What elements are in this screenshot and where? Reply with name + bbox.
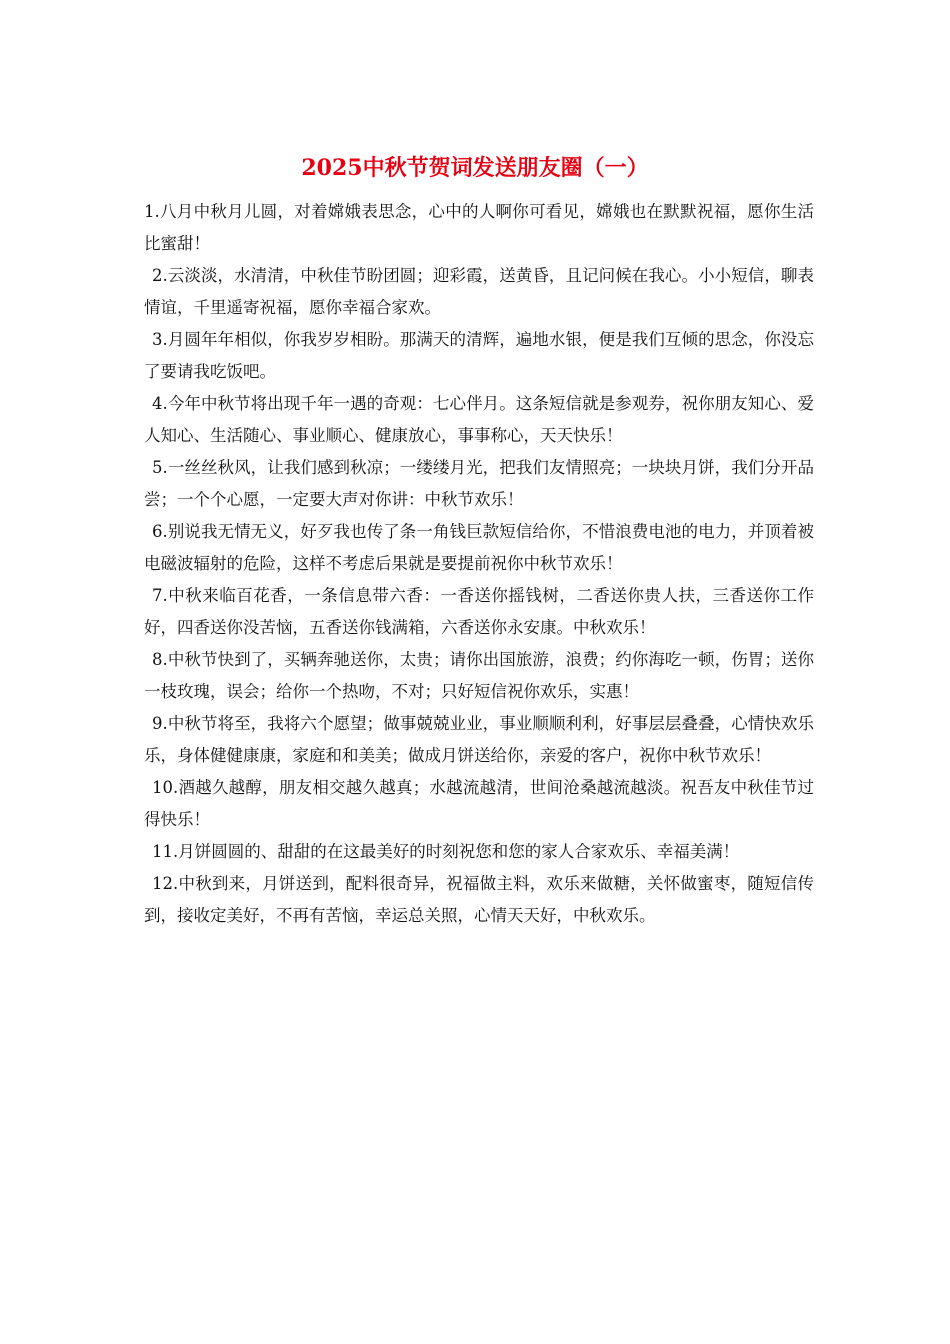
paragraph-8: 8.中秋节快到了，买辆奔驰送你，太贵；请你出国旅游，浪费；约你海吃一顿，伤胃；送你一枝玫瑰，误会；给你一个热吻，不对；只好短信祝你欢乐，实惠！ xyxy=(144,650,814,701)
paragraph-2: 2.云淡淡，水清清，中秋佳节盼团圆；迎彩霞，送黄昏，且记问候在我心。小小短信，聊表情谊，千里遥寄祝福，愿你幸福合家欢。 xyxy=(144,266,814,317)
paragraph-4: 4.今年中秋节将出现千年一遇的奇观：七心伴月。这条短信就是参观券，祝你朋友知心、爱人知心、生活随心、事业顺心、健康放心，事事称心，天天快乐！ xyxy=(144,394,814,445)
document-title: 2025中秋节贺词发送朋友圈（一） xyxy=(301,155,649,181)
document-body xyxy=(144,196,814,932)
paragraph-3: 3.月圆年年相似，你我岁岁相盼。那满天的清辉，遍地水银，便是我们互倾的思念，你没忘了要请我吃饭吧。 xyxy=(144,330,814,381)
paragraph-6: 6.别说我无情无义，好歹我也传了条一角钱巨款短信给你，不惜浪费电池的电力，并顶着被电磁波辐射的危险，这样不考虑后果就是要提前祝你中秋节欢乐！ xyxy=(144,522,814,573)
paragraph-12: 12.中秋到来，月饼送到，配料很奇异，祝福做主料，欢乐来做糖，关怀做蜜枣，随短信传到，接收定美好，不再有苦恼，幸运总关照，心情天天好，中秋欢乐。 xyxy=(144,874,814,925)
paragraph-10: 10.酒越久越醇，朋友相交越久越真；水越流越清，世间沧桑越流越淡。祝吾友中秋佳节过得快乐！ xyxy=(144,778,814,829)
paragraph-1: 1.八月中秋月儿圆，对着嫦娥表思念，心中的人啊你可看见，嫦娥也在默默祝福，愿你生活比蜜甜！ xyxy=(144,202,814,253)
paragraph-11: 11.月饼圆圆的、甜甜的在这最美好的时刻祝您和您的家人合家欢乐、幸福美满！ xyxy=(152,842,740,861)
paragraph-7: 7.中秋来临百花香，一条信息带六香：一香送你摇钱树，二香送你贵人扶，三香送你工作好，四香送你没苦恼，五香送你钱满箱，六香送你永安康。中秋欢乐！ xyxy=(144,586,814,637)
paragraph-5: 5.一丝丝秋风，让我们感到秋凉；一缕缕月光，把我们友情照亮；一块块月饼，我们分开品尝；一个个心愿，一定要大声对你讲：中秋节欢乐！ xyxy=(144,458,814,509)
paragraph-9: 9.中秋节将至，我将六个愿望；做事兢兢业业，事业顺顺利利，好事层层叠叠，心情快欢乐乐，身体健健康康，家庭和和美美；做成月饼送给你，亲爱的客户，祝你中秋节欢乐！ xyxy=(144,714,814,765)
